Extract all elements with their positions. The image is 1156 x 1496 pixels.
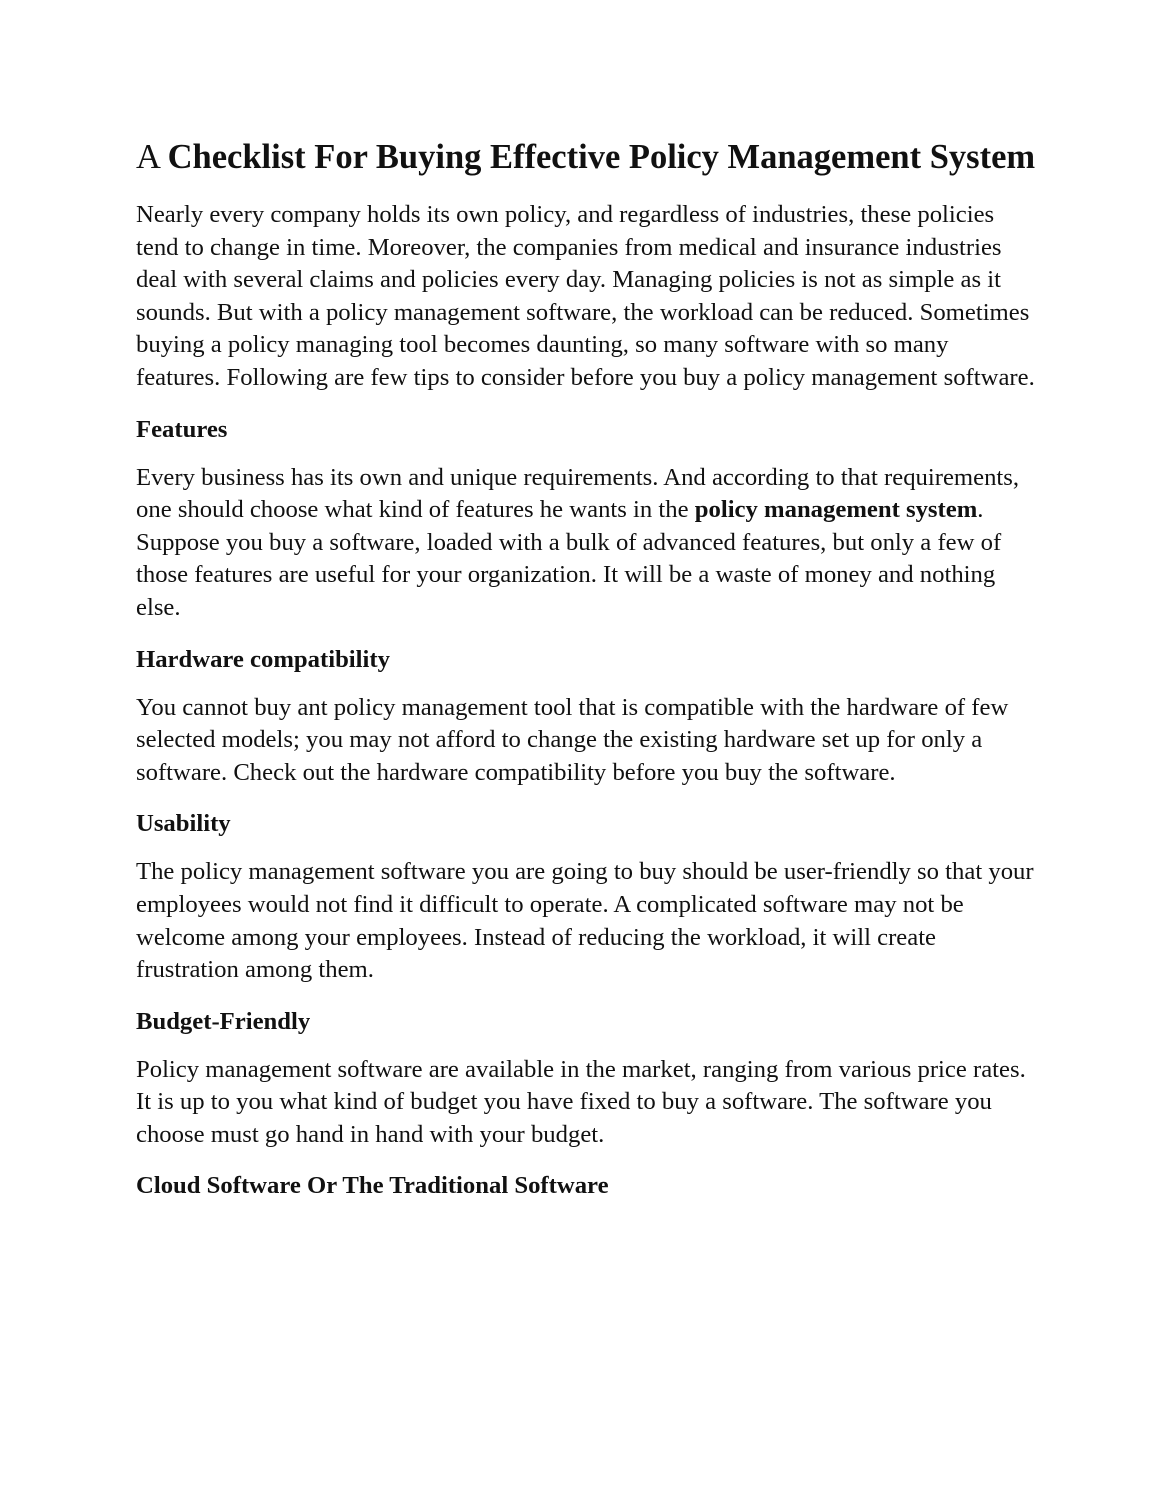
section-body-features (136, 462, 1036, 625)
document-body (136, 136, 1036, 1218)
title-prefix: A (136, 138, 168, 176)
intro-paragraph: Nearly every company holds its own policy, and regardless of industries, these policies tend to change in time. Moreover, the companies from medical and insurance industries deal with several claims and policies every day. Managing policies is not as simple as it sounds. But with a policy management software, the workload can be reduced. Sometimes buying a policy managing tool becomes daunting, so many software with so many features. Following are few tips to consider before you buy a policy management software. (136, 201, 1035, 391)
section-heading-hardware: Hardware compatibility (136, 645, 390, 673)
section-heading-cloud: Cloud Software Or The Traditional Software (136, 1172, 609, 1200)
features-text-end: . Suppose you buy a software, loaded with a bulk of advanced features, but only a few of those features are useful for your organization. It will be a waste of money and nothing else. (136, 496, 1002, 621)
title-main: Checklist For Buying Effective Policy Management System (167, 138, 1036, 176)
section-body-hardware: You cannot buy ant policy management tool that is compatible with the hardware of few selected models; you may not afford to change the existing hardware set up for only a software. Check out the hardware compatibility before you buy the software. (136, 693, 1009, 786)
section-body-usability: The policy management software you are going to buy should be user-friendly so that your employees would not find it difficult to operate. A complicated software may not be welcome among your employees. Instead of reducing the workload, it will create frustration among them. (136, 858, 1034, 984)
section-heading-features: Features (136, 415, 228, 443)
section-heading-budget: Budget-Friendly (136, 1007, 311, 1035)
document-title (136, 136, 1036, 178)
section-heading-usability: Usability (136, 810, 231, 838)
features-keyword: policy management system (694, 496, 978, 524)
section-body-budget: Policy management software are available in the market, ranging from various price rates. It is up to you what kind of budget you have fixed to buy a software. The software you choose must go hand in hand with your budget. (136, 1055, 1026, 1148)
features-text-start: Every business has its own and unique requirements. And according to that requirements, one should choose what kind of features he wants in the (136, 463, 1020, 524)
